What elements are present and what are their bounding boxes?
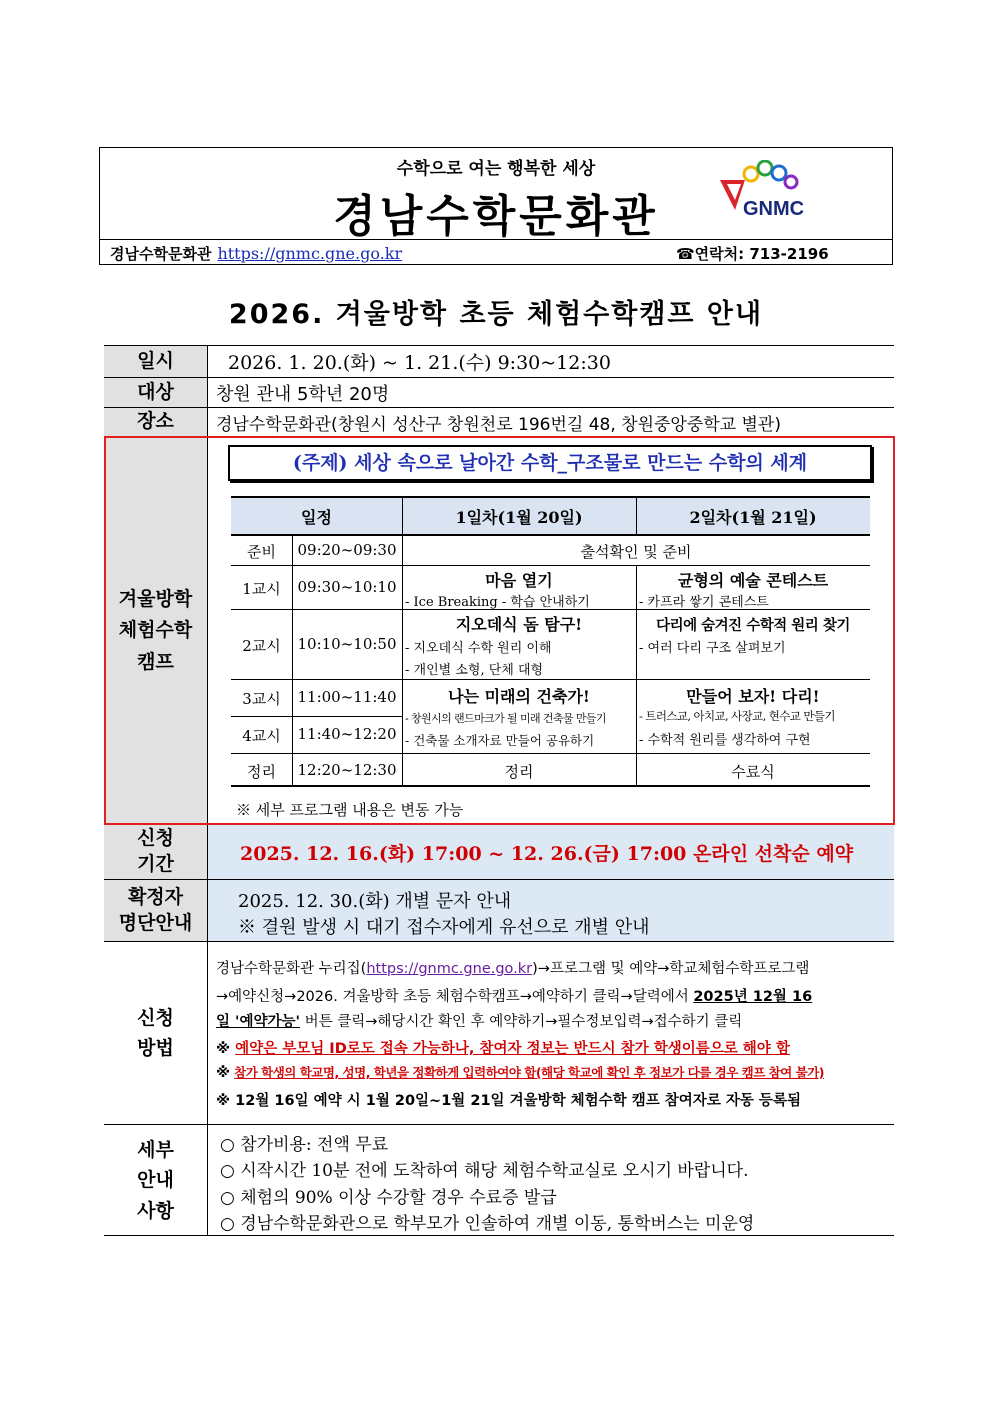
head-day1: 1일차(1월 20일) xyxy=(455,508,583,527)
p1-day1-title: 마음 열기 xyxy=(485,571,553,590)
apply-note-1: ※ 예약은 부모님 ID로도 접속 가능하나, 참여자 정보는 반드시 참가 학생이름으로 해야 함 xyxy=(216,1041,790,1057)
label-target: 대상 xyxy=(104,378,208,407)
period-3: 3교시 xyxy=(242,690,281,708)
period-prep: 준비 xyxy=(247,543,276,561)
schedule-note: ※ 세부 프로그램 내용은 변동 가능 xyxy=(236,801,464,819)
p1-day2-desc: - 카프라 쌓기 콘테스트 xyxy=(639,595,769,610)
p2-day2-desc: - 여러 다리 구조 살펴보기 xyxy=(639,641,786,656)
camp-theme: (주제) 세상 속으로 날아간 수학_구조물로 만드는 수학의 세계 xyxy=(228,445,872,481)
apply-link[interactable]: https://gnmc.gne.go.kr xyxy=(366,961,533,977)
time-end: 12:20~12:30 xyxy=(297,761,397,779)
row-place xyxy=(104,407,894,436)
p2-day2-title: 다리에 숨겨진 수학적 원리 찾기 xyxy=(656,617,850,634)
value-place: 경남수학문화관(창원시 성산구 창원천로 196번길 48, 창원중앙중학교 별관) xyxy=(216,414,781,435)
time-1: 09:30~10:10 xyxy=(297,578,397,596)
document-title: 2026. 겨울방학 초등 체험수학캠프 안내 xyxy=(228,299,764,330)
label-detail: 세부 안내 사항 xyxy=(104,1125,208,1236)
header-footer xyxy=(100,239,892,264)
contact: ☎연락처: 713-2196 xyxy=(676,245,829,263)
row-period xyxy=(104,825,894,879)
p3-day1-desc-1: - 창원시의 랜드마크가 될 미래 건축물 만들기 xyxy=(405,712,606,725)
value-period: 2025. 12. 16.(화) 17:00 ~ 12. 26.(금) 17:00 온라인 선착순 예약 xyxy=(240,842,854,865)
end-day2: 수료식 xyxy=(731,763,775,781)
detail-item: ○ 경남수학문화관으로 학부모가 인솔하여 개별 이동, 통학버스는 미운영 xyxy=(220,1214,755,1234)
org-name: 경남수학문화관 xyxy=(110,245,212,263)
header-box xyxy=(99,147,893,265)
end-day1: 정리 xyxy=(504,763,534,781)
p3-day2-desc-2: - 수학적 원리를 생각하여 구현 xyxy=(639,733,811,748)
label-apply: 신청 방법 xyxy=(104,942,208,1124)
period-4: 4교시 xyxy=(242,727,281,745)
value-date: 2026. 1. 20.(화) ~ 1. 21.(수) 9:30~12:30 xyxy=(228,352,611,374)
detail-item: ○ 참가비용: 전액 무료 xyxy=(220,1135,389,1155)
table-bottom-border xyxy=(104,1235,894,1236)
apply-line-2: →예약신청→2026. 겨울방학 초등 체험수학캠프→예약하기 클릭→달력에서 2025년 12월 16 xyxy=(216,989,813,1005)
p3-day1-title: 나는 미래의 건축가! xyxy=(448,687,590,706)
detail-item: ○ 시작시간 10분 전에 도착하여 해당 체험수학교실로 오시기 바랍니다. xyxy=(220,1161,749,1181)
confirm-line-1: 2025. 12. 30.(화) 개별 문자 안내 xyxy=(238,891,512,912)
p3-day2-desc-1: - 트러스교, 아치교, 사장교, 현수교 만들기 xyxy=(639,709,835,723)
head-day2: 2일차(1월 21일) xyxy=(689,508,817,527)
value-target: 창원 관내 5학년 20명 xyxy=(216,383,390,405)
label-place: 장소 xyxy=(104,408,208,436)
period-2: 2교시 xyxy=(242,637,281,655)
time-prep: 09:20~09:30 xyxy=(297,541,397,559)
svg-text:GNMC: GNMC xyxy=(743,198,805,220)
label-confirm: 확정자 명단안내 xyxy=(104,880,208,941)
apply-line-3: 일 '예약가능' 버튼 클릭→해당시간 확인 후 예약하기→필수정보입력→접수하기 클릭 xyxy=(216,1014,743,1030)
period-1: 1교시 xyxy=(242,580,281,598)
label-period: 신청 기간 xyxy=(104,825,208,879)
homepage-link[interactable]: https://gnmc.gne.go.kr xyxy=(217,244,403,263)
row-detail xyxy=(104,1124,894,1236)
gnmc-logo-icon xyxy=(715,160,815,222)
p2-day1-title: 지오데식 돔 탐구! xyxy=(455,615,583,634)
apply-note-2: ※ 참가 학생의 학교명, 성명, 학년을 정확하게 입력하여야 함(해당 학교에 확인 후 정보가 다를 경우 캠프 참여 불가) xyxy=(216,1065,825,1081)
label-camp: 겨울방학 체험수학 캠프 xyxy=(104,437,208,825)
period-end: 정리 xyxy=(247,763,276,781)
time-2: 10:10~10:50 xyxy=(297,635,397,653)
label-date: 일시 xyxy=(104,346,208,377)
p2-day1-desc-1: - 지오데식 수학 원리 이해 xyxy=(405,641,552,656)
row-confirm xyxy=(104,879,894,941)
apply-line-1: 경남수학문화관 누리집(https://gnmc.gne.go.kr)→프로그램 및 예약→학교체험수학프로그램 xyxy=(216,961,810,977)
apply-note-3: ※ 12월 16일 예약 시 1월 20일~1월 21일 겨울방학 체험수학 캠프 참여자로 자동 등록됨 xyxy=(216,1093,801,1109)
head-schedule: 일정 xyxy=(301,508,332,527)
p3-day1-desc-2: - 건축물 소개자료 만들어 공유하기 xyxy=(405,733,595,748)
detail-item: ○ 체험의 90% 이상 수강할 경우 수료증 발급 xyxy=(220,1188,557,1208)
header-subtitle: 수학으로 여는 행복한 세상 xyxy=(396,159,596,179)
row-date xyxy=(104,346,894,377)
p3-day2-title: 만들어 보자! 다리! xyxy=(686,687,820,706)
time-4: 11:40~12:20 xyxy=(297,725,397,743)
prep-text: 출석확인 및 준비 xyxy=(580,543,692,561)
time-3: 11:00~11:40 xyxy=(297,688,397,706)
p1-day1-desc: - Ice Breaking - 학습 안내하기 xyxy=(405,595,590,610)
header-title: 경남수학문화관 xyxy=(333,191,659,242)
confirm-line-2: ※ 결원 발생 시 대기 접수자에게 유선으로 개별 안내 xyxy=(238,917,650,938)
row-target xyxy=(104,377,894,407)
p2-day1-desc-2: - 개인별 소형, 단체 대형 xyxy=(405,663,544,678)
p1-day2-title: 균형의 예술 콘테스트 xyxy=(677,571,829,590)
